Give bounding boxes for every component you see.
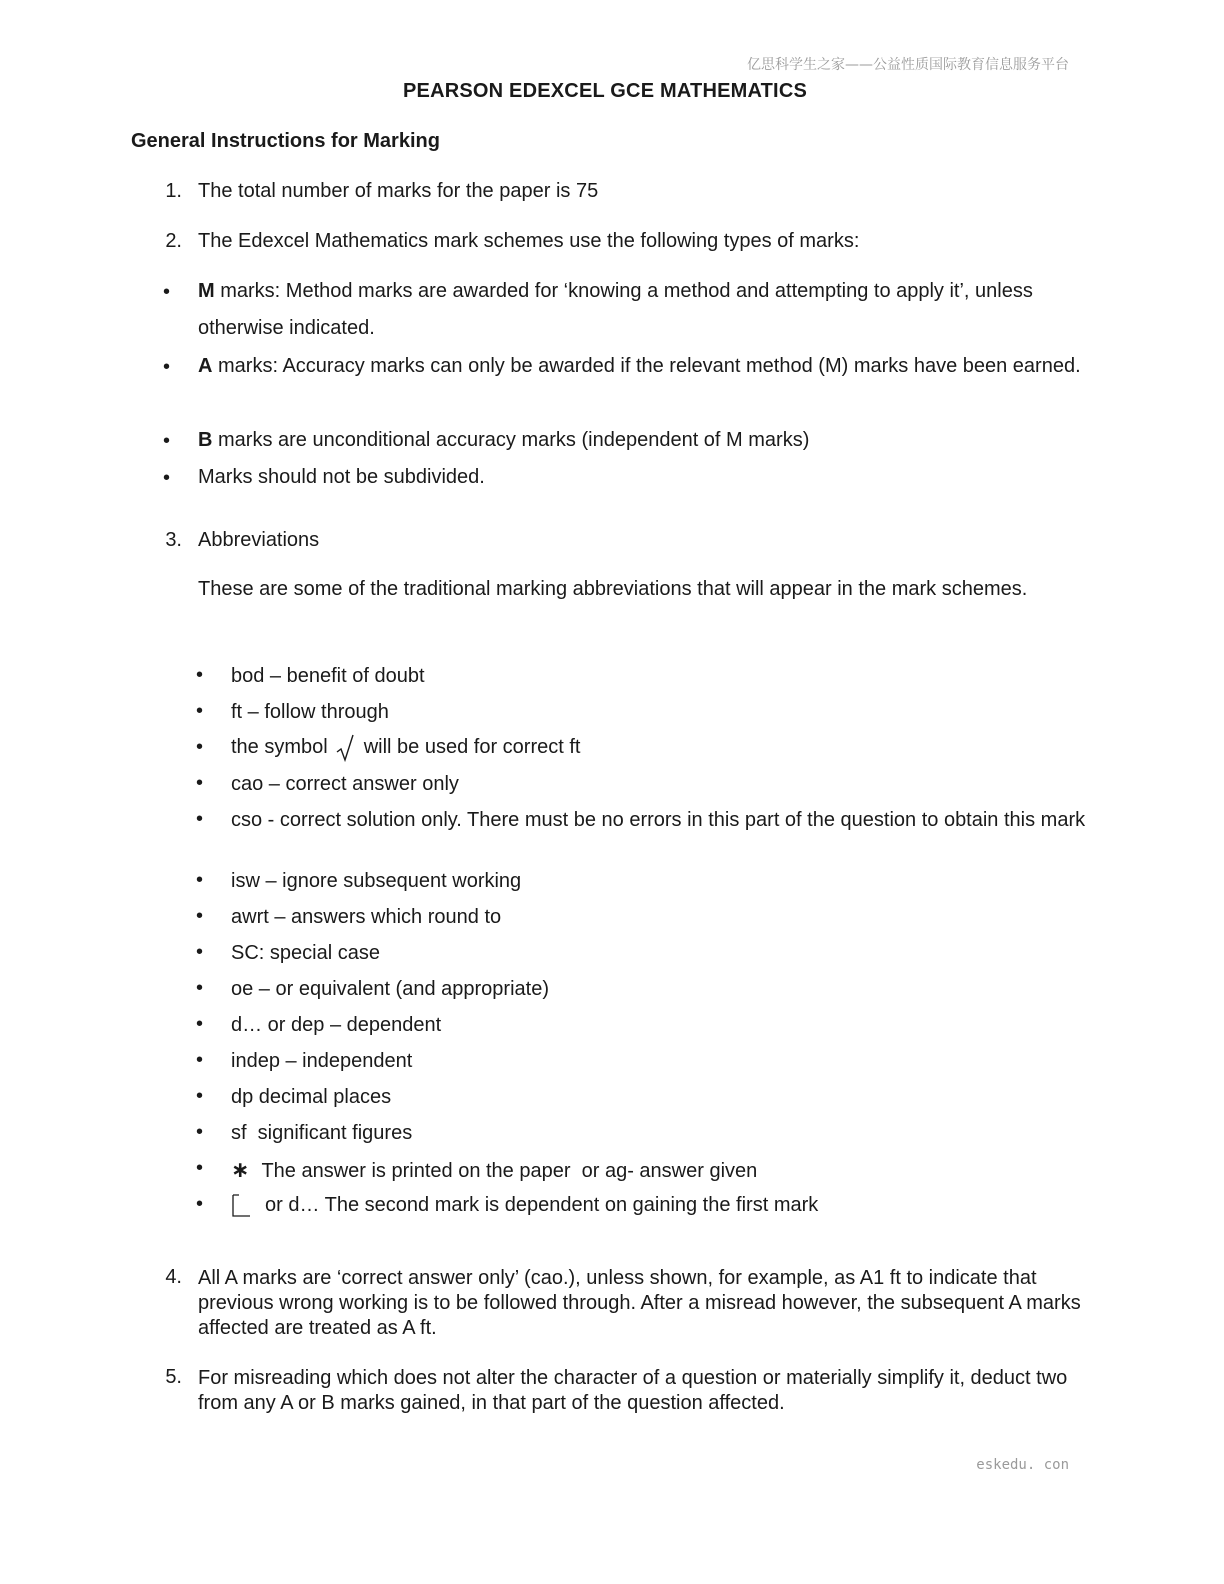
mark-type-code: B bbox=[198, 429, 213, 451]
mark-type-a bbox=[198, 348, 1088, 385]
page-title: PEARSON EDEXCEL GCE MATHEMATICS bbox=[402, 80, 807, 102]
mark-type-desc: marks: Accuracy marks can only be awarded if the relevant method (M) marks have been earned. bbox=[212, 355, 1081, 377]
bullet-icon: • bbox=[196, 1013, 204, 1035]
watermark-top: 亿思科学生之家——公益性质国际教育信息服务平台 bbox=[747, 57, 1069, 73]
abbreviations-intro: These are some of the traditional marking abbreviations that will appear in the mark schemes. bbox=[198, 578, 1028, 600]
abbrev-item: awrt – answers which round to bbox=[231, 906, 502, 928]
abbrev-item: dp decimal places bbox=[231, 1086, 392, 1108]
bullet-icon: • bbox=[163, 467, 171, 489]
item-text: All A marks are ‘correct answer only’ (cao.), unless shown, for example, as A1 ft to indicate that previous wrong working is to be followed through. After a misread however, the subsequent A marks affected are treated as A ft. bbox=[198, 1267, 1081, 1339]
section-heading: General Instructions for Marking bbox=[131, 130, 440, 152]
abbrev-dependent-desc: or d… The second mark is dependent on gaining the first mark bbox=[265, 1194, 819, 1216]
mark-type-desc: marks: Method marks are awarded for ‘knowing a method and attempting to apply it’, unless otherwise indicated. bbox=[198, 280, 1033, 339]
abbrev-symbol-desc: will be used for correct ft bbox=[363, 736, 581, 758]
mark-type-note: Marks should not be subdivided. bbox=[198, 466, 485, 488]
item-number: 2. bbox=[165, 230, 182, 252]
abbrev-item: indep – independent bbox=[231, 1050, 413, 1072]
item-text: The total number of marks for the paper is 75 bbox=[198, 180, 599, 202]
abbrev-item: isw – ignore subsequent working bbox=[231, 870, 522, 892]
dependency-bracket-icon bbox=[231, 1194, 251, 1218]
mark-type-code: A bbox=[198, 355, 213, 377]
bullet-icon: • bbox=[163, 356, 171, 378]
item-number: 3. bbox=[165, 529, 182, 551]
bullet-icon: • bbox=[196, 1121, 204, 1143]
mark-type-b bbox=[198, 422, 1088, 459]
mark-type-code: M bbox=[198, 280, 215, 302]
bullet-icon: • bbox=[163, 281, 171, 303]
abbrev-item: bod – benefit of doubt bbox=[231, 665, 425, 687]
watermark-bottom: eskedu. con bbox=[976, 1457, 1069, 1473]
abbrev-item: sf significant figures bbox=[231, 1122, 413, 1144]
bullet-icon: • bbox=[196, 1193, 204, 1215]
item-number: 4. bbox=[165, 1266, 182, 1288]
bullet-icon: • bbox=[196, 736, 204, 758]
item-number: 5. bbox=[165, 1366, 182, 1388]
bullet-icon: • bbox=[196, 808, 204, 830]
bullet-icon: • bbox=[196, 1049, 204, 1071]
mark-type-m bbox=[198, 273, 1088, 347]
abbrev-item-symbol bbox=[231, 732, 1088, 763]
bullet-icon: • bbox=[196, 772, 204, 794]
abbrev-item: ft – follow through bbox=[231, 701, 389, 723]
asterisk-icon: ∗ bbox=[231, 1157, 250, 1182]
bullet-icon: • bbox=[196, 1157, 204, 1179]
mark-type-desc: marks are unconditional accuracy marks (independent of M marks) bbox=[212, 429, 810, 451]
abbrev-item: oe – or equivalent (and appropriate) bbox=[231, 978, 549, 1000]
abbrev-item: SC: special case bbox=[231, 942, 380, 964]
abbrev-symbol-label: the symbol bbox=[231, 736, 328, 758]
abbrev-item: cao – correct answer only bbox=[231, 773, 459, 795]
bullet-icon: • bbox=[196, 1085, 204, 1107]
item-text: For misreading which does not alter the character of a question or materially simplify it, deduct two from any A or B marks gained, in that part of the question affected. bbox=[198, 1367, 1068, 1414]
bullet-icon: • bbox=[163, 430, 171, 452]
bullet-icon: • bbox=[196, 664, 204, 686]
bullet-icon: • bbox=[196, 941, 204, 963]
abbrev-item: cso - correct solution only. There must be no errors in this part of the question to obtain this mark bbox=[231, 809, 1086, 831]
item-text: The Edexcel Mathematics mark schemes use the following types of marks: bbox=[198, 230, 860, 252]
tick-root-icon bbox=[334, 733, 358, 763]
abbrev-item-dependent bbox=[231, 1190, 1088, 1220]
bullet-icon: • bbox=[196, 977, 204, 999]
abbrev-answer-given-desc: The answer is printed on the paper or ag- answer given bbox=[261, 1160, 758, 1182]
item-text: Abbreviations bbox=[198, 529, 320, 551]
bullet-icon: • bbox=[196, 905, 204, 927]
item-number: 1. bbox=[165, 180, 182, 202]
bullet-icon: • bbox=[196, 700, 204, 722]
bullet-icon: • bbox=[196, 869, 204, 891]
abbrev-item-answer-given bbox=[231, 1157, 1088, 1184]
abbrev-item: d… or dep – dependent bbox=[231, 1014, 442, 1036]
